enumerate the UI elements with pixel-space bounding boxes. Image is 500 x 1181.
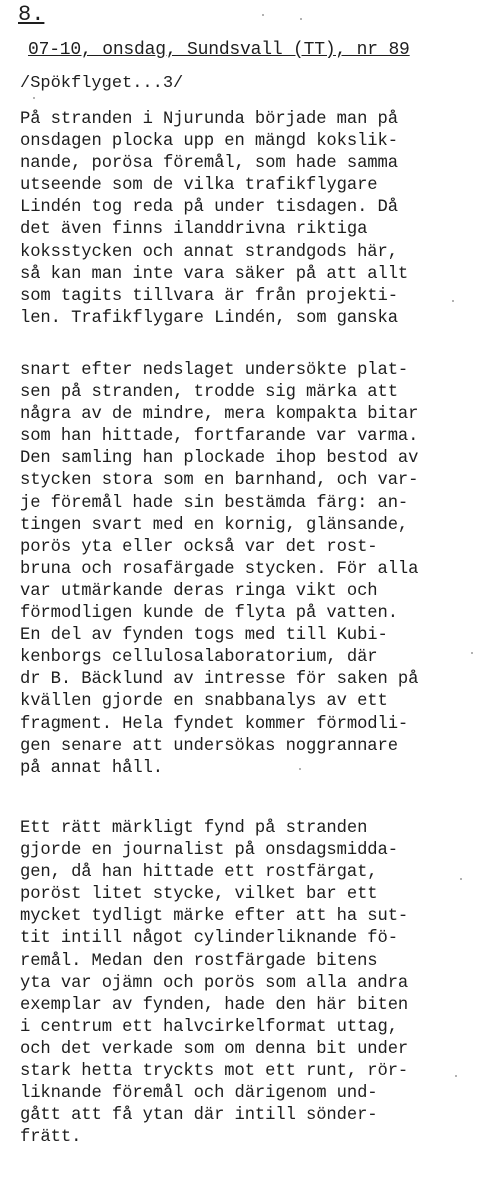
paragraph-1 (20, 109, 490, 330)
text-line: kvällen gjorde en snabbanalys av ett (20, 692, 388, 712)
scan-speck (33, 97, 35, 99)
text-line: poröst litet stycke, vilket bar ett (20, 885, 378, 905)
text-line: det även finns ilanddrivna riktiga (20, 220, 368, 240)
text-line: några av de mindre, mera kompakta bitar (20, 405, 419, 425)
text-line: så kan man inte vara säker på att allt (20, 264, 409, 284)
text-line: En del av fynden togs med till Kubi- (20, 626, 388, 646)
text-line: frätt. (20, 1128, 82, 1148)
dateline: 07-10, onsdag, Sundsvall (TT), nr 89 (28, 40, 410, 60)
text-line: remål. Medan den rostfärgade bitens (20, 951, 378, 971)
text-line: sen på stranden, trodde sig märka att (20, 383, 398, 403)
text-line: koksstycken och annat strandgods här, (20, 242, 398, 262)
text-line: var utmärkande deras ringa vikt och (20, 581, 378, 601)
text-line: gen senare att undersökas noggrannare (20, 736, 398, 756)
page-number: 8. (18, 2, 45, 27)
text-line: exemplar av fynden, hade den här biten (20, 995, 409, 1015)
text-line: Den samling han plockade ihop bestod av (20, 449, 419, 469)
paragraph-3 (20, 818, 490, 1149)
text-line: stycken stora som en barnhand, och var- (20, 471, 419, 491)
text-line: och det verkade som om denna bit under (20, 1039, 409, 1059)
paragraph-2 (20, 360, 490, 780)
text-line: i centrum ett halvcirkelformat uttag, (20, 1017, 398, 1037)
text-line: Ett rätt märkligt fynd på stranden (20, 819, 368, 838)
text-line: gjorde en journalist på onsdagsmidda- (20, 841, 398, 861)
text-line: mycket tydligt märke efter att ha sut- (20, 907, 409, 927)
text-line: På stranden i Njurunda började man på (20, 110, 398, 129)
text-line: tingen svart med en kornig, glänsande, (20, 515, 409, 535)
scan-speck (460, 878, 462, 880)
text-line: dr B. Bäcklund av intresse för saken på (20, 670, 419, 690)
text-line: gått att få ytan där intill sönder- (20, 1106, 378, 1126)
text-line: som han hittade, fortfarande var varma. (20, 427, 419, 447)
scan-speck (299, 768, 301, 770)
scan-speck (455, 1075, 457, 1077)
text-line: yta var ojämn och porös som alla andra (20, 973, 409, 993)
text-line: tit intill något cylinderliknande fö- (20, 929, 398, 949)
scan-speck (262, 14, 264, 16)
text-line: porös yta eller också var det rost- (20, 537, 378, 557)
text-line: på annat håll. (20, 758, 163, 778)
text-line: bruna och rosafärgade stycken. För alla (20, 559, 419, 579)
text-line: gen, då han hittade ett rostfärgat, (20, 863, 378, 883)
scan-speck (471, 652, 473, 654)
text-line: nande, porösa föremål, som hade samma (20, 154, 398, 174)
scan-speck (300, 18, 302, 20)
text-line: onsdagen plocka upp en mängd kokslik- (20, 132, 398, 152)
text-line: liknande föremål och därigenom und- (20, 1084, 378, 1104)
scan-speck (452, 300, 454, 302)
text-line: förmodligen kunde de flyta på vatten. (20, 604, 398, 624)
text-line: snart efter nedslaget undersökte plat- (20, 361, 409, 380)
text-line: stark hetta tryckts mot ett runt, rör- (20, 1062, 409, 1082)
story-slug: /Spökflyget...3/ (20, 74, 184, 93)
text-line: len. Trafikflygare Lindén, som ganska (20, 308, 398, 328)
text-line: Lindén tog reda på under tisdagen. Då (20, 198, 398, 218)
text-line: som tagits tillvara är från projekti- (20, 286, 398, 306)
text-line: fragment. Hela fyndet kommer förmodli- (20, 714, 409, 734)
text-line: kenborgs cellulosalaboratorium, där (20, 648, 378, 668)
text-line: utseende som de vilka trafikflygare (20, 176, 378, 196)
text-line: je föremål hade sin bestämda färg: an- (20, 493, 409, 513)
